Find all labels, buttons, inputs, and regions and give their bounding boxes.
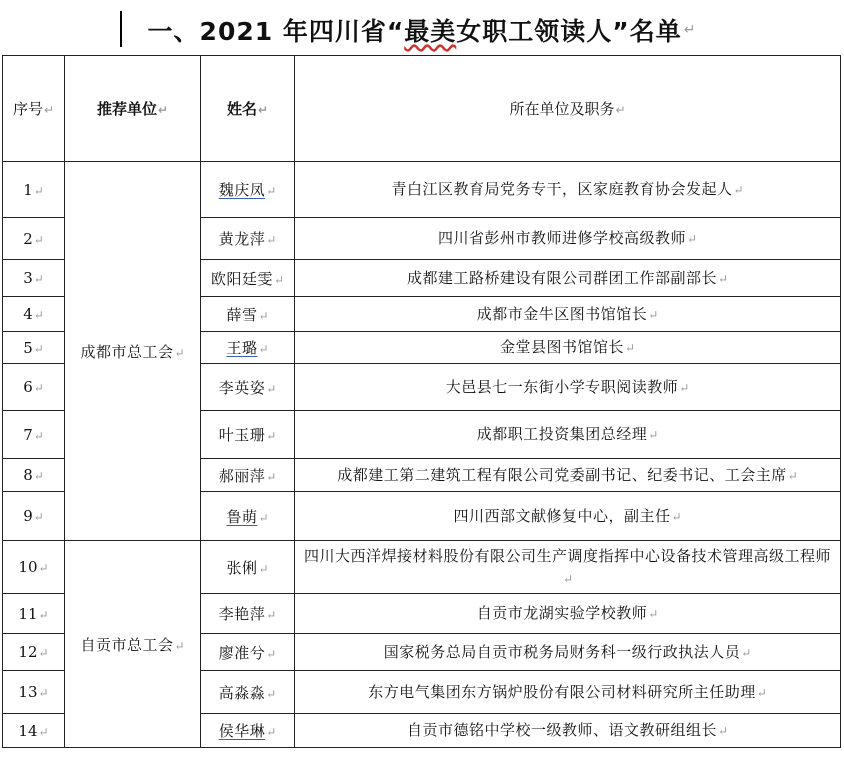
person-name-cell: 王璐↵ [201, 332, 295, 364]
workplace-duty-cell: 青白江区教育局党务专干，区家庭教育协会发起人↵ [295, 162, 841, 218]
award-list-table [2, 55, 841, 748]
person-name-cell: 欧阳廷雯↵ [201, 260, 295, 297]
row-index-cell: 6↵ [3, 364, 65, 411]
workplace-duty-cell: 大邑县七一东街小学专职阅读教师↵ [295, 364, 841, 411]
row-index-cell: 7↵ [3, 411, 65, 459]
person-name-cell: 廖准兮↵ [201, 634, 295, 671]
person-name-cell: 张俐↵ [201, 541, 295, 594]
row-index-cell: 9↵ [3, 492, 65, 541]
workplace-duty-cell: 自贡市德铭中学校一级教师、语文教研组组长↵ [295, 714, 841, 748]
workplace-duty-cell: 成都市金牛区图书馆馆长↵ [295, 297, 841, 332]
workplace-duty-cell: 国家税务总局自贡市税务局财务科一级行政执法人员↵ [295, 634, 841, 671]
person-name-cell: 李英姿↵ [201, 364, 295, 411]
recommending-unit-cell: 自贡市总工会↵ [65, 541, 201, 748]
row-index-cell: 4↵ [3, 297, 65, 332]
workplace-duty-cell: 自贡市龙湖实验学校教师↵ [295, 594, 841, 634]
person-name-cell: 薛雪↵ [201, 297, 295, 332]
person-name-cell: 郝丽萍↵ [201, 459, 295, 492]
workplace-duty-cell: 东方电气集团东方锅炉股份有限公司材料研究所主任助理↵ [295, 671, 841, 714]
row-index-cell: 11↵ [3, 594, 65, 634]
row-index-cell: 10↵ [3, 541, 65, 594]
workplace-duty-cell: 四川西部文献修复中心，副主任↵ [295, 492, 841, 541]
row-index-cell: 2↵ [3, 218, 65, 260]
row-index-cell: 3↵ [3, 260, 65, 297]
workplace-duty-cell: 金堂县图书馆馆长↵ [295, 332, 841, 364]
title-highlight: 最美 [404, 17, 457, 46]
person-name-cell: 侯华琳↵ [201, 714, 295, 748]
table-header-row [3, 56, 841, 162]
document-title [0, 6, 844, 54]
paragraph-mark-icon: ↵ [683, 22, 697, 38]
header-index: 序号↵ [3, 56, 65, 162]
header-name: 姓名↵ [201, 56, 295, 162]
row-index-cell: 5↵ [3, 332, 65, 364]
title-suffix: 女职工领读人”名单 [456, 17, 682, 46]
person-name-cell: 魏庆凤↵ [201, 162, 295, 218]
person-name-cell: 高淼淼↵ [201, 671, 295, 714]
table-row [3, 162, 841, 218]
row-index-cell: 13↵ [3, 671, 65, 714]
header-duty: 所在单位及职务↵ [295, 56, 841, 162]
table-row [3, 541, 841, 594]
person-name-cell: 鲁萌↵ [201, 492, 295, 541]
workplace-duty-cell: 成都建工第二建筑工程有限公司党委副书记、纪委书记、工会主席↵ [295, 459, 841, 492]
row-index-cell: 12↵ [3, 634, 65, 671]
person-name-cell: 李艳萍↵ [201, 594, 295, 634]
row-index-cell: 14↵ [3, 714, 65, 748]
row-index-cell: 8↵ [3, 459, 65, 492]
workplace-duty-cell: 成都职工投资集团总经理↵ [295, 411, 841, 459]
workplace-duty-cell: 四川省彭州市教师进修学校高级教师↵ [295, 218, 841, 260]
recommending-unit-cell: 成都市总工会↵ [65, 162, 201, 541]
title-prefix: 一、2021 年四川省“ [147, 17, 405, 46]
header-unit: 推荐单位↵ [65, 56, 201, 162]
workplace-duty-cell: 成都建工路桥建设有限公司群团工作部副部长↵ [295, 260, 841, 297]
row-index-cell: 1↵ [3, 162, 65, 218]
workplace-duty-cell: 四川大西洋焊接材料股份有限公司生产调度指挥中心设备技术管理高级工程师↵ [295, 541, 841, 594]
person-name-cell: 叶玉珊↵ [201, 411, 295, 459]
person-name-cell: 黄龙萍↵ [201, 218, 295, 260]
